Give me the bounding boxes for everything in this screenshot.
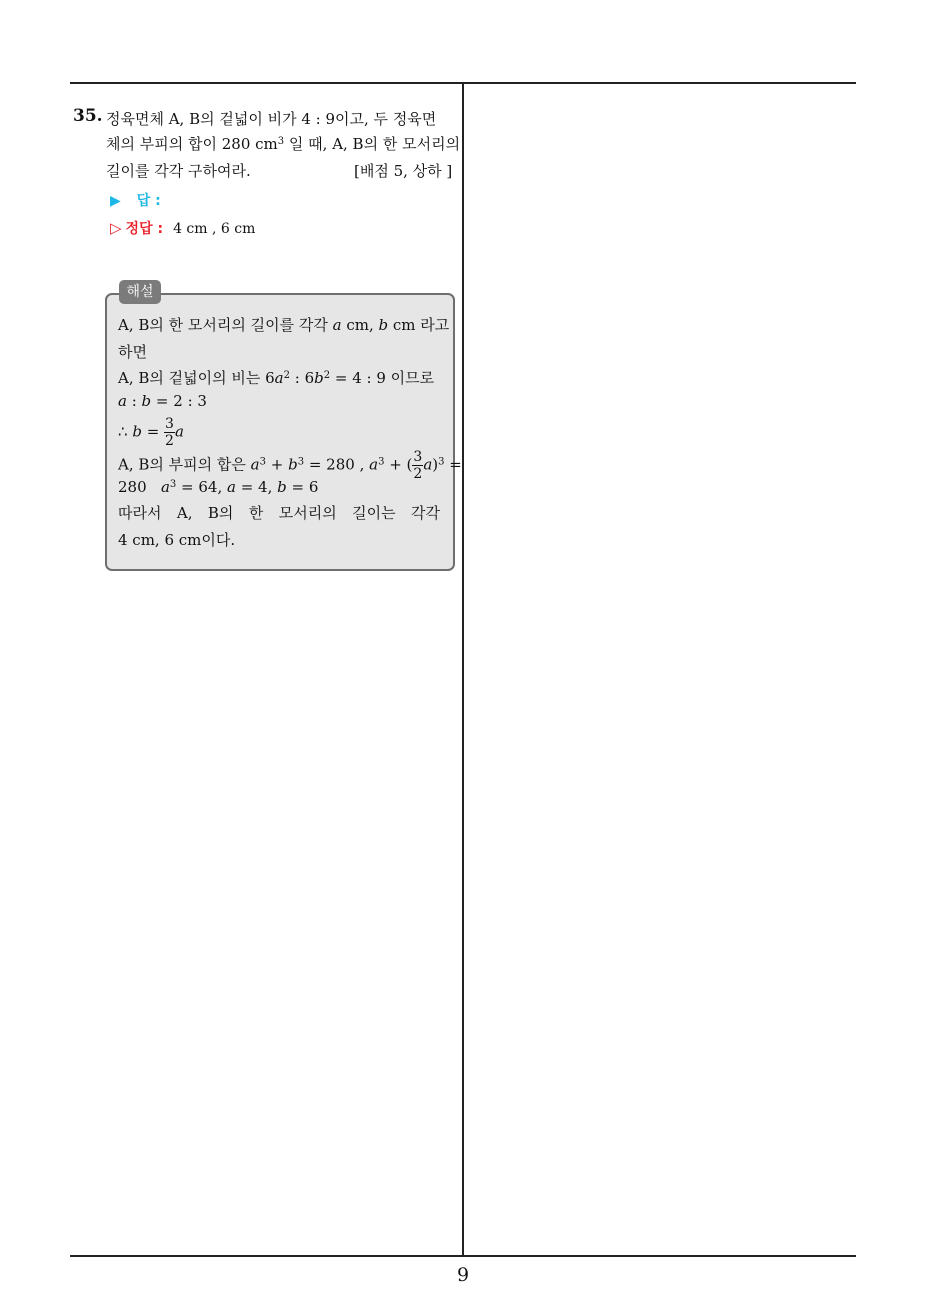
correct-answer-value: 4 cm , 6 cm	[173, 221, 256, 237]
solution-line-7: 280 $a^3 = 64$, a = 4, b = 6	[118, 478, 319, 496]
score-label: [배점 5, 상하 ]	[354, 162, 453, 180]
column-divider	[462, 82, 464, 1256]
solution-line-1: A, B의 한 모서리의 길이를 각각 a cm, b cm 라고	[118, 316, 450, 334]
question-text-line-1: 정육면체 A, B의 겉넓이 비가 4 : 9이고, 두 정육면	[106, 110, 437, 128]
correct-answer-label: 정답 :	[125, 221, 164, 237]
correct-answer-row	[110, 218, 255, 238]
play-arrow-icon: ▶	[110, 193, 121, 209]
question-text-line-3: 길이를 각각 구하여라.	[106, 162, 251, 180]
question-number: 35.	[73, 106, 103, 126]
page-number: 9	[456, 1264, 470, 1286]
solution-line-8: 따라서 A, B의 한 모서리의 길이는 각각	[118, 504, 440, 522]
fraction-three-halves: $\frac{3}{2}$	[413, 449, 423, 482]
answer-row	[110, 190, 161, 210]
solution-line-4: a : b = 2 : 3	[118, 392, 207, 410]
outline-arrow-icon: ▷	[110, 219, 122, 237]
bottom-rule	[70, 1255, 856, 1257]
fraction-three-halves: $\frac{3}{2}$	[165, 416, 174, 449]
solution-tab: 해설	[119, 280, 161, 304]
solution-line-5: ∴ b = $\frac{3}{2}$ a	[118, 416, 184, 449]
solution-line-3: A, B의 겉넓이의 비는 $6a^2$ : $6b^2 = 4$ : 9 이므로	[118, 369, 435, 387]
solution-line-2: 하면	[118, 343, 147, 361]
question-text-line-2: 체의 부피의 합이 280 $cm^3$ 일 때, A, B의 한 모서리의	[106, 135, 461, 153]
solution-line-9: 4 cm, 6 cm이다.	[118, 531, 236, 549]
answer-label: 답 :	[136, 193, 161, 209]
solution-line-6: A, B의 부피의 합은 $a^3 + b^3 = 280$ , $a^3$ + ( $\frac{3}{2}$ a)$^3$ =	[118, 449, 462, 482]
